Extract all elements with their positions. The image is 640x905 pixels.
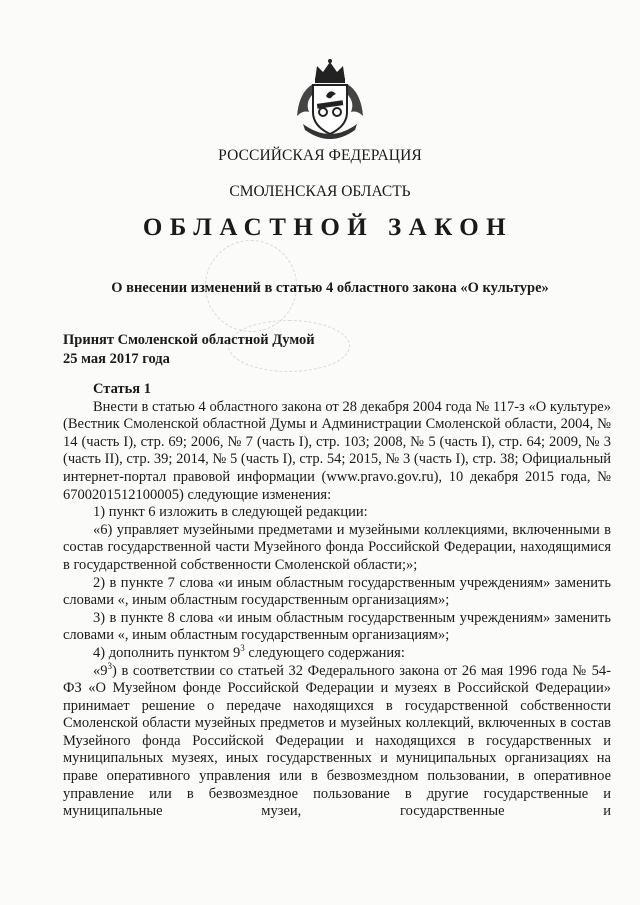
amendment-item-4	[63, 645, 611, 663]
smolensk-coat-of-arms-icon	[293, 58, 367, 140]
amendment-item-4-post: следующего содержания:	[244, 644, 405, 661]
document-type-heading: ОБЛАСТНОЙ ЗАКОН	[142, 214, 514, 241]
amendment-item-4-pre: 4) дополнить пунктом 9	[93, 644, 241, 661]
amendment-item-1-text: «6) управляет музейными предметами и музейными коллекциями, включенными в состав государственной части Музейного фонда Российской Федерации, находящимися в государственной собственности Смоленской области;»;	[63, 521, 611, 573]
adoption-date: 25 мая 2017 года	[63, 351, 170, 367]
region-heading: СМОЛЕНСКАЯ ОБЛАСТЬ	[229, 183, 411, 200]
law-title: О внесении изменений в статью 4 областного закона «О культуре»	[111, 280, 549, 296]
amendment-item-1: 1) пункт 6 изложить в следующей редакции:	[93, 504, 368, 521]
quote-start: «9	[93, 662, 108, 679]
amendment-item-4-text	[63, 660, 611, 821]
superscript: 3	[107, 660, 112, 671]
adoption-block	[63, 331, 315, 369]
amendment-item-3: 3) в пункте 8 слова «и иным областным государственным учреждениям» заменить словами «, иным областным государственным организациям»;	[63, 609, 611, 644]
country-heading: РОССИЙСКАЯ ФЕДЕРАЦИЯ	[218, 147, 422, 164]
adoption-body: Принят Смоленской областной Думой	[63, 332, 315, 348]
article-body	[63, 381, 611, 821]
quote-text: ) в соответствии со статьей 32 Федерального закона от 26 мая 1996 года № 54-ФЗ «О Музейном фонде Российской Федерации и музеях в Российской Федерации» принимает решение о передаче находящихся в государственной собственности Смоленской области музейных предметов и музейных коллекций, включенных в состав Музейного фонда Российской Федерации и находящихся в государственных и муниципальных музеях, иных государственных и муниципальных организациях на праве оперативного управления или в безвозмездном пользовании, в оперативное управление или в безвозмездное пользование в другие государственные и муниципальные музеи, государственные и	[63, 662, 611, 820]
superscript: 3	[240, 643, 245, 654]
article-intro: Внести в статью 4 областного закона от 28 декабря 2004 года № 117-з «О культуре» (Вестник Смоленской областной Думы и Администрации Смоленской области, 2004, № 14 (часть I), стр. 69; 2006, № 7 (часть I), стр. 103; 2008, № 5 (часть I), стр. 64; 2009, № 3 (часть II), стр. 39; 2014, № 5 (часть I), стр. 54; 2015, № 3 (часть I), стр. 38; Официальный интернет-портал правовой информации (www.pravo.gov.ru), 10 декабря 2015 года, № 6700201512100005) следующие изменения:	[63, 398, 611, 503]
article-heading: Статья 1	[93, 381, 151, 397]
amendment-item-2: 2) в пункте 7 слова «и иным областным государственным учреждениям» заменить словами «, иным областным государственным организациям»;	[63, 574, 611, 609]
